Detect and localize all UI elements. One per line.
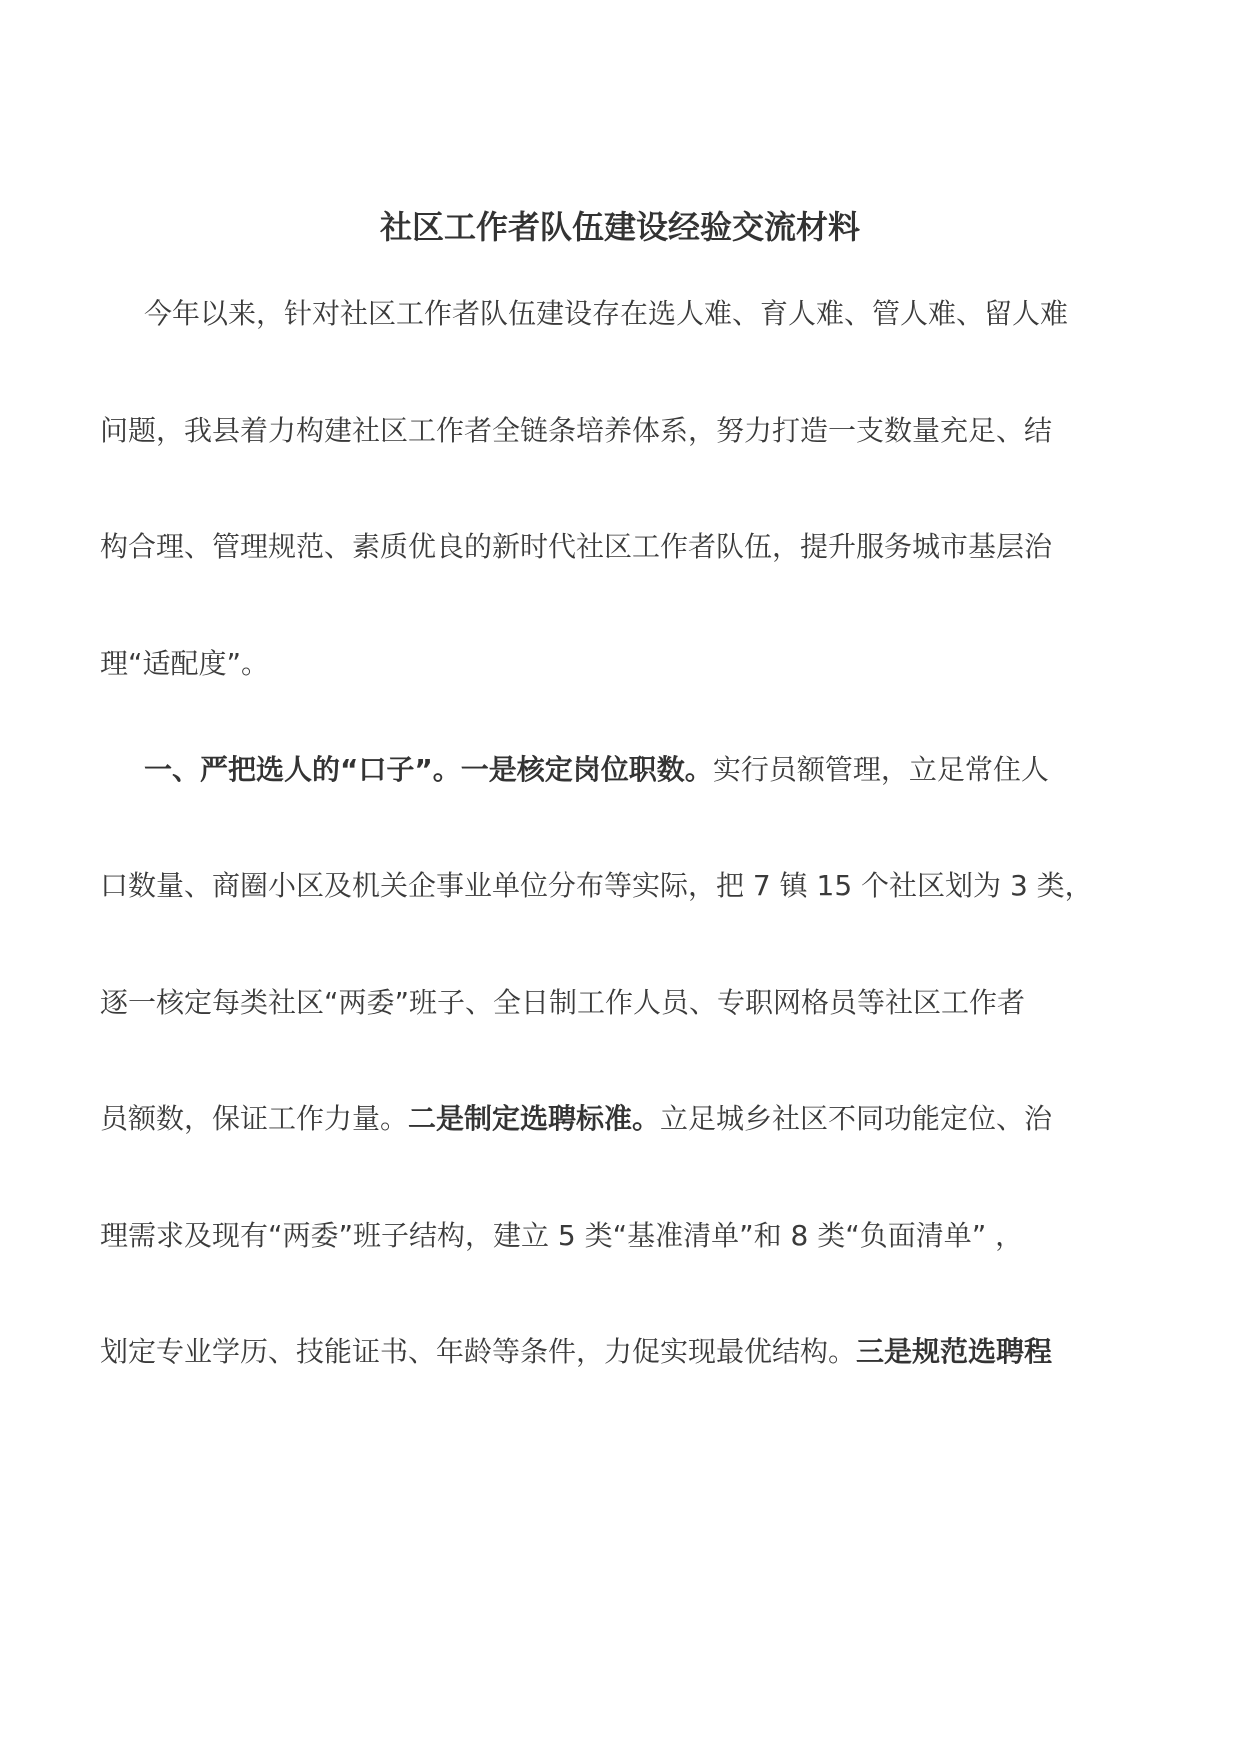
body-line-9 bbox=[0, 1216, 1240, 1256]
text-run: 员额数，保证工作力量。 bbox=[100, 1102, 409, 1135]
body-line-10 bbox=[0, 1332, 1240, 1372]
text-run: 构合理、管理规范、素质优良的新时代社区工作者队伍，提升服务城市基层治 bbox=[100, 530, 1053, 563]
text-run: 划定专业学历、技能证书、年龄等条件，力促实现最优结构。 bbox=[100, 1335, 857, 1368]
text-run: 口数量、商圈小区及机关企事业单位分布等实际，把 7 镇 15 个社区划为 3 类， bbox=[100, 869, 1093, 902]
body-line-8 bbox=[0, 1099, 1240, 1139]
document-title: 社区工作者队伍建设经验交流材料 bbox=[379, 208, 860, 246]
body-line-2 bbox=[0, 411, 1240, 451]
text-run: 理需求及现有“两委”班子结构，建立 5 类“基准清单”和 8 类“负面清单” ， bbox=[100, 1219, 1024, 1252]
text-run: 逐一核定每类社区“两委”班子、全日制工作人员、专职网格员等社区工作者 bbox=[100, 986, 1026, 1019]
body-line-3 bbox=[0, 527, 1240, 567]
body-line-5 bbox=[0, 750, 1240, 790]
text-run: 立足城乡社区不同功能定位、治 bbox=[660, 1102, 1053, 1135]
text-run: 实行员额管理，立足常住人 bbox=[712, 753, 1049, 786]
bold-phrase: 三是规范选聘程 bbox=[856, 1335, 1053, 1368]
body-line-1 bbox=[0, 294, 1240, 334]
section-heading: 一、严把选人的“口子”。一是核定岗位职数。 bbox=[144, 753, 713, 786]
body-line-4 bbox=[0, 644, 1240, 684]
text-run: 理“适配度”。 bbox=[100, 647, 270, 680]
body-line-7 bbox=[0, 983, 1240, 1023]
text-run: 问题，我县着力构建社区工作者全链条培养体系，努力打造一支数量充足、结 bbox=[100, 414, 1053, 447]
body-line-6 bbox=[0, 866, 1240, 906]
bold-phrase: 二是制定选聘标准。 bbox=[408, 1102, 661, 1135]
text-run: 今年以来，针对社区工作者队伍建设存在选人难、育人难、管人难、留人难 bbox=[144, 297, 1069, 330]
